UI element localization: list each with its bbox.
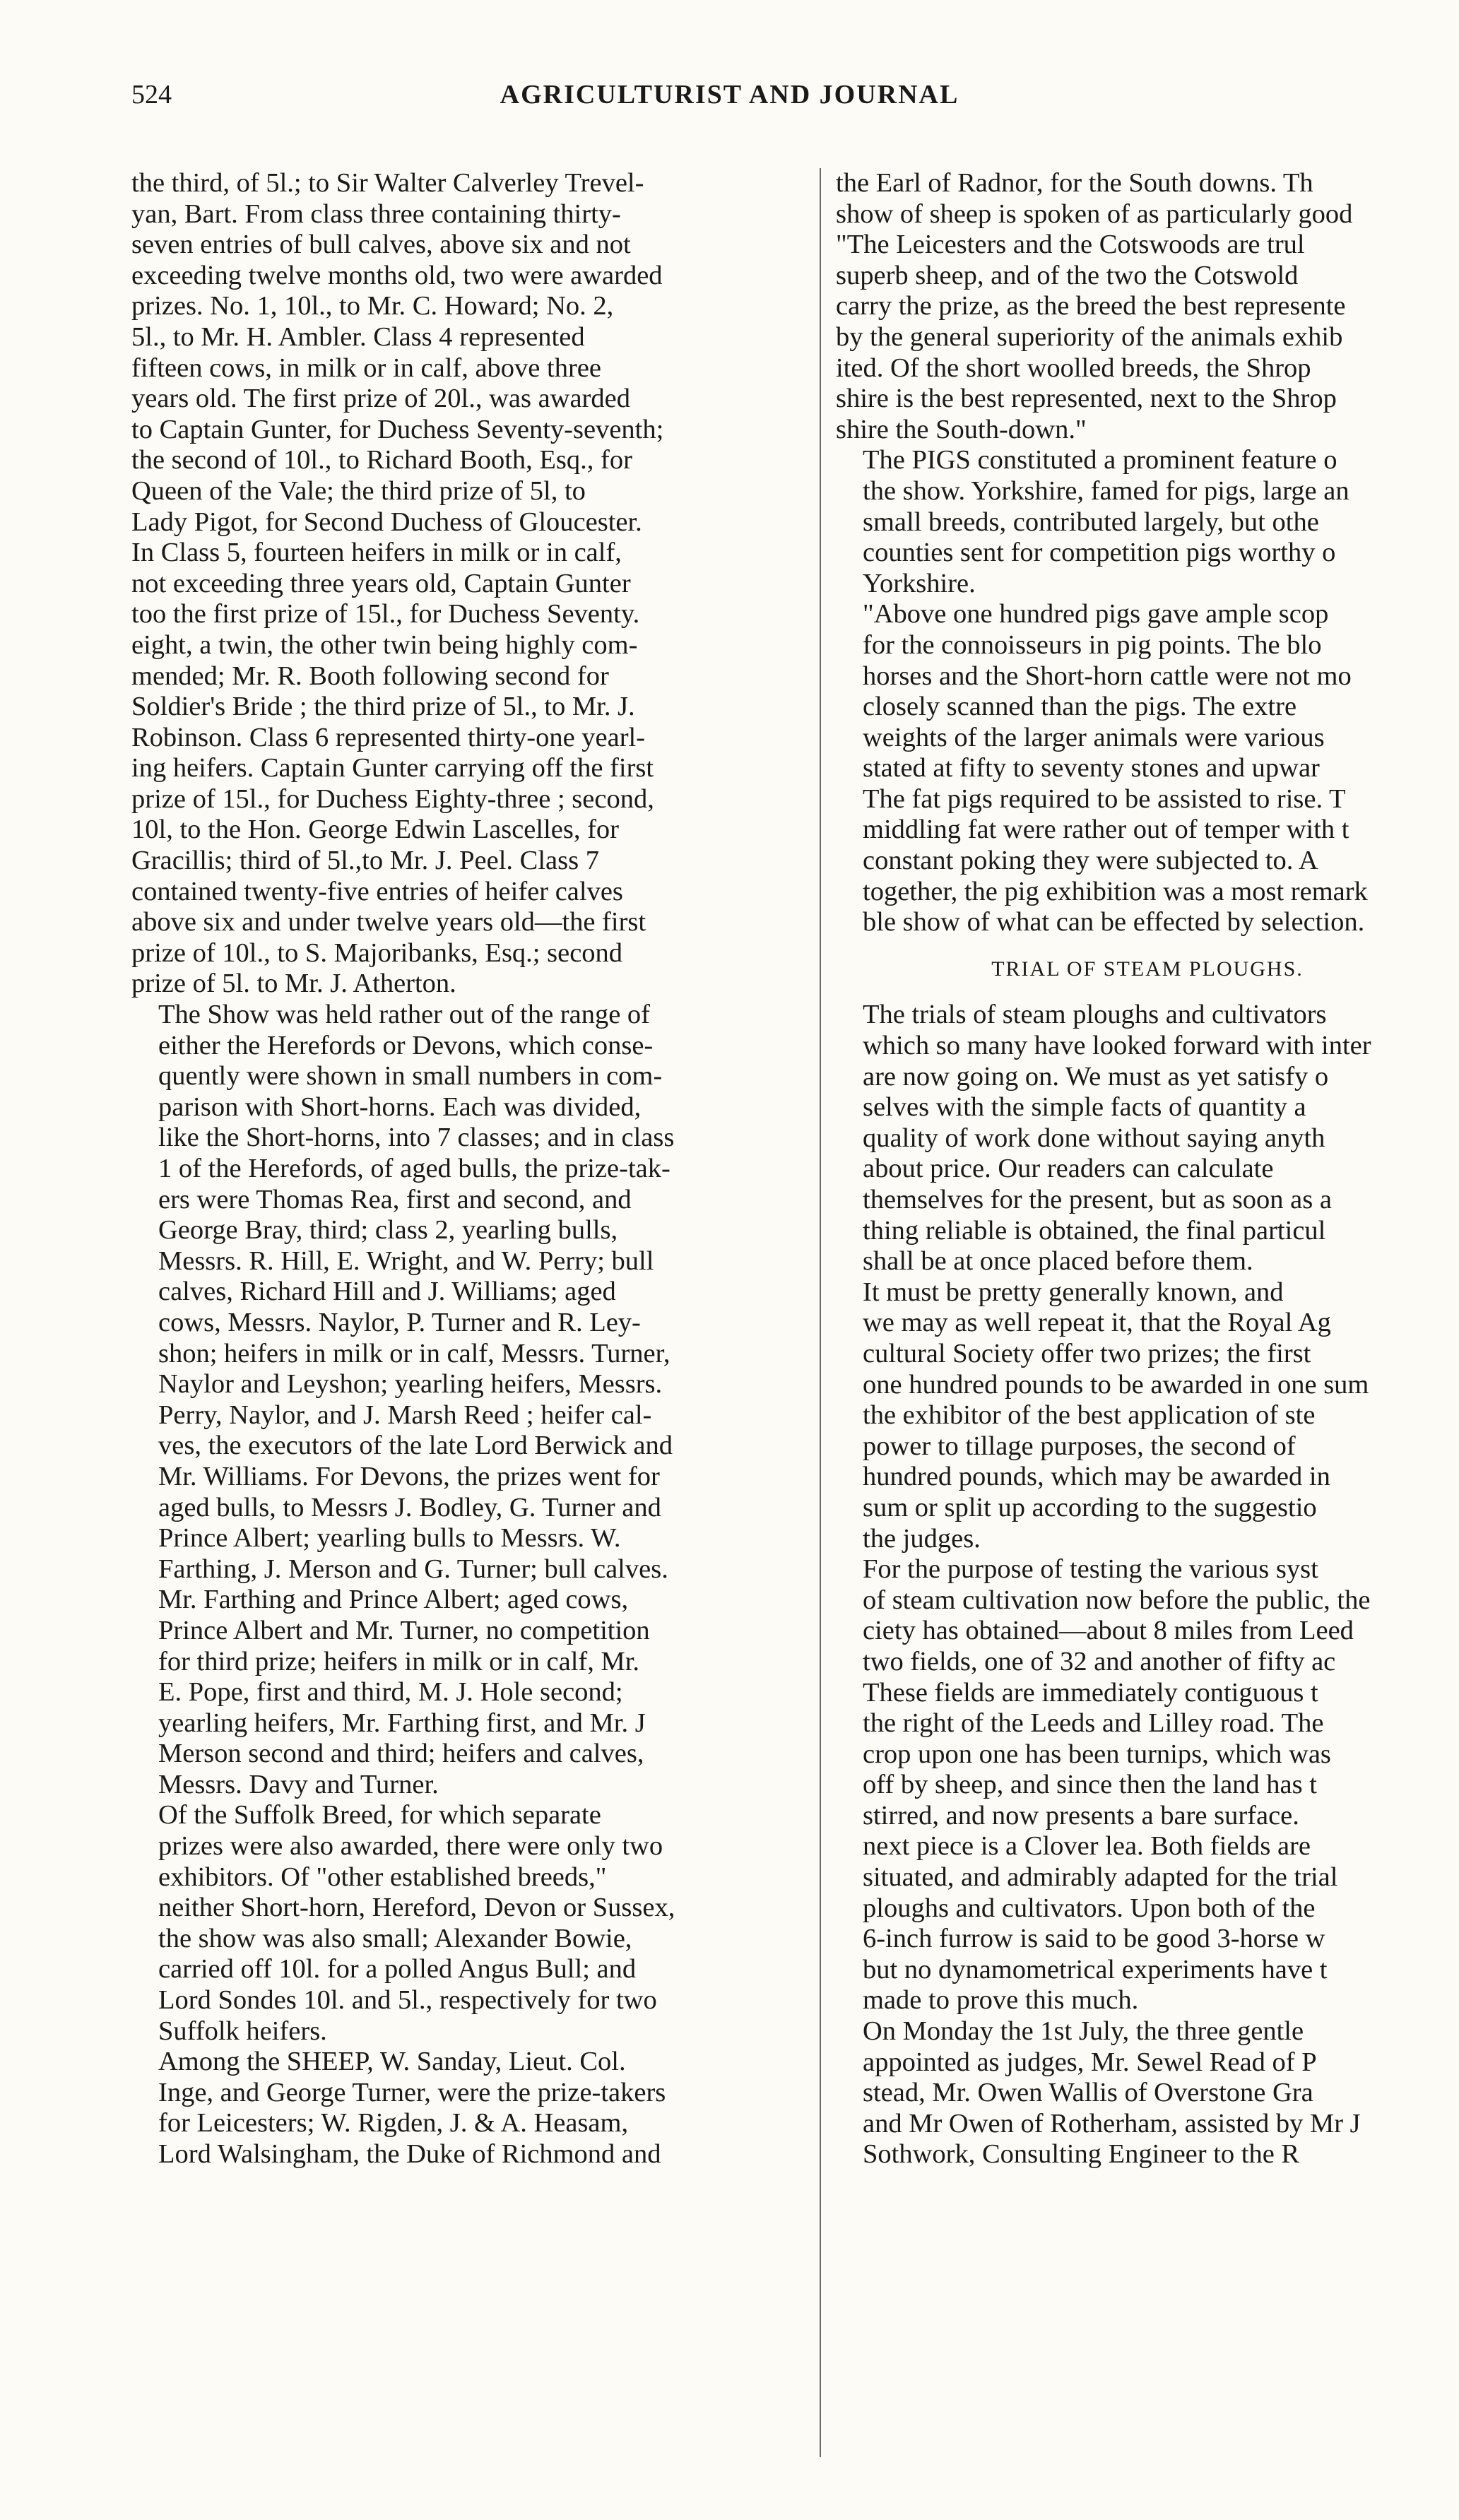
- text-line: the Earl of Radnor, for the South downs. Th: [836, 168, 1313, 198]
- text-line: The PIGS constituted a prominent feature o: [863, 445, 1337, 475]
- text-line: On Monday the 1st July, the three gentle: [863, 2016, 1304, 2047]
- text-line: prizes. No. 1, 10l., to Mr. C. Howard; No. 2,: [131, 291, 614, 321]
- text-line: Gracillis; third of 5l.,to Mr. J. Peel. Class 7: [131, 846, 599, 876]
- text-line: closely scanned than the pigs. The extre: [863, 692, 1297, 722]
- text-line: fifteen cows, in milk or in calf, above three: [131, 353, 601, 383]
- text-line: 1 of the Herefords, of aged bulls, the prize-tak-: [158, 1154, 671, 1183]
- paragraph: [836, 1000, 1459, 1277]
- text-line: appointed as judges, Mr. Sewel Read of P: [863, 2047, 1317, 2077]
- text-line: ves, the executors of the late Lord Berwick and: [158, 1431, 673, 1461]
- text-line: "The Leicesters and the Cotswoods are trul: [836, 230, 1305, 260]
- section-title: TRIAL OF STEAM PLOUGHS.: [991, 957, 1304, 981]
- text-line: Mr. Williams. For Devons, the prizes went for: [158, 1461, 660, 1491]
- text-line: yearling heifers, Mr. Farthing first, and Mr. J: [158, 1708, 646, 1738]
- paragraph: [836, 445, 1459, 599]
- text-line: It must be pretty generally known, and: [863, 1277, 1284, 1307]
- text-line: ers were Thomas Rea, first and second, and: [158, 1184, 632, 1214]
- text-line: carried off 10l. for a polled Angus Bull; and: [158, 1954, 637, 1984]
- text-line: quality of work done without saying anyth: [863, 1123, 1325, 1153]
- text-line: E. Pope, first and third, M. J. Hole second;: [158, 1677, 623, 1708]
- text-line: weights of the larger animals were various: [863, 722, 1325, 752]
- text-line: shall be at once placed before them.: [863, 1246, 1253, 1277]
- text-line: cows, Messrs. Naylor, P. Turner and R. Ley-: [158, 1307, 641, 1337]
- text-line: George Bray, third; class 2, yearling bulls,: [158, 1215, 618, 1246]
- text-line: sum or split up according to the suggestio: [863, 1492, 1317, 1522]
- text-line: show of sheep is spoken of as particularly good: [836, 199, 1353, 229]
- paragraph: [131, 168, 804, 1000]
- text-line: for Leicesters; W. Rigden, J. & A. Heasam,: [158, 2108, 629, 2139]
- text-line: off by sheep, and since then the land has t: [863, 1770, 1317, 1800]
- text-line: the third, of 5l.; to Sir Walter Calverley Trevel-: [131, 168, 644, 198]
- text-line: shon; heifers in milk or in calf, Messrs. Turner,: [158, 1338, 671, 1368]
- text-line: the second of 10l., to Richard Booth, Esq., for: [131, 445, 632, 475]
- text-line: eight, a twin, the other twin being highly com-: [131, 629, 638, 660]
- left-column: [131, 168, 804, 2170]
- text-line: superb sheep, and of the two the Cotswold: [836, 260, 1299, 290]
- text-line: counties sent for competition pigs worthy o: [863, 538, 1336, 568]
- paragraph: [131, 1000, 804, 1800]
- text-line: Farthing, J. Merson and G. Turner; bull calves.: [158, 1554, 668, 1584]
- text-line: constant poking they were subjected to. A: [863, 846, 1318, 876]
- text-line: cultural Society offer two prizes; the first: [863, 1338, 1311, 1368]
- text-line: stirred, and now presents a bare surface.: [863, 1800, 1299, 1830]
- text-line: carry the prize, as the breed the best represente: [836, 291, 1346, 321]
- text-line: For the purpose of testing the various syst: [863, 1554, 1318, 1585]
- text-line: neither Short-horn, Hereford, Devon or Sussex,: [158, 1893, 675, 1923]
- text-line: prizes were also awarded, there were only two: [158, 1831, 663, 1862]
- text-line: Queen of the Vale; the third prize of 5l, to: [131, 475, 586, 506]
- text-line: shire the South-down.": [836, 414, 1087, 444]
- text-line: themselves for the present, but as soon as a: [863, 1185, 1332, 1214]
- text-line: Yorkshire.: [863, 568, 976, 598]
- text-line: exhibitors. Of "other established breeds,": [158, 1862, 607, 1892]
- text-line: Among the SHEEP, W. Sanday, Lieut. Col.: [158, 2047, 626, 2077]
- text-line: stated at fifty to seventy stones and upwar: [863, 753, 1320, 783]
- text-line: small breeds, contributed largely, but othe: [863, 507, 1319, 537]
- text-line: and Mr Owen of Rotherham, assisted by Mr J: [863, 2108, 1361, 2139]
- text-line: prize of 15l., for Duchess Eighty-three ; second,: [131, 783, 654, 814]
- page-number: 524: [131, 80, 172, 110]
- paragraph: [836, 1277, 1459, 1554]
- right-column: [836, 168, 1459, 2170]
- text-line: either the Herefords or Devons, which conse-: [158, 1030, 654, 1060]
- text-line: yan, Bart. From class three containing thirty-: [131, 199, 621, 229]
- text-line: not exceeding three years old, Captain Gunter: [131, 568, 631, 598]
- text-line: the judges.: [863, 1523, 981, 1554]
- text-line: Prince Albert and Mr. Turner, no competition: [158, 1615, 650, 1645]
- text-line: years old. The first prize of 20l., was awarded: [131, 384, 630, 414]
- text-line: prize of 10l., to S. Majoribanks, Esq.; second: [131, 937, 623, 968]
- text-line: the exhibitor of the best application of ste: [863, 1400, 1316, 1431]
- text-line: Messrs. Davy and Turner.: [158, 1769, 439, 1799]
- column-divider: [820, 168, 821, 2457]
- text-line: made to prove this much.: [863, 1985, 1139, 2016]
- text-line: ble show of what can be effected by selection.: [863, 907, 1365, 937]
- text-line: calves, Richard Hill and J. Williams; aged: [158, 1277, 616, 1307]
- text-line: too the first prize of 15l., for Duchess Seventy.: [131, 599, 640, 629]
- text-line: These fields are immediately contiguous t: [863, 1677, 1318, 1708]
- text-line: Merson second and third; heifers and calves,: [158, 1739, 644, 1769]
- text-line: of steam cultivation now before the public, the: [863, 1585, 1371, 1615]
- text-line: parison with Short-horns. Each was divided,: [158, 1092, 642, 1122]
- text-line: ing heifers. Captain Gunter carrying off the first: [131, 753, 654, 783]
- text-line: to Captain Gunter, for Duchess Seventy-seventh;: [131, 414, 664, 444]
- text-line: together, the pig exhibition was a most remark: [863, 876, 1368, 906]
- text-line: like the Short-horns, into 7 classes; and in class: [158, 1123, 675, 1153]
- text-line: Naylor and Leyshon; yearling heifers, Messrs.: [158, 1369, 663, 1400]
- text-line: Lady Pigot, for Second Duchess of Gloucester.: [131, 507, 642, 537]
- text-line: aged bulls, to Messrs J. Bodley, G. Turner and: [158, 1492, 661, 1522]
- text-line: exceeding twelve months old, two were awarded: [131, 260, 663, 290]
- text-line: Prince Albert; yearling bulls to Messrs. W.: [158, 1523, 621, 1554]
- paragraph: [836, 1554, 1459, 2016]
- text-line: one hundred pounds to be awarded in one sum: [863, 1369, 1369, 1400]
- text-line: ited. Of the short woolled breeds, the Shrop: [836, 353, 1311, 383]
- text-line: above six and under twelve years old—the first: [131, 907, 646, 937]
- text-line: 10l, to the Hon. George Edwin Lascelles, for: [131, 815, 619, 845]
- text-line: quently were shown in small numbers in com-: [158, 1061, 663, 1092]
- text-line: ciety has obtained—about 8 miles from Leed: [863, 1616, 1354, 1646]
- text-line: the show was also small; Alexander Bowie,: [158, 1923, 632, 1953]
- text-line: Soldier's Bride ; the third prize of 5l., to Mr. J.: [131, 692, 635, 722]
- text-line: "Above one hundred pigs gave ample scop: [863, 599, 1329, 629]
- text-line: Messrs. R. Hill, E. Wright, and W. Perry; bull: [158, 1246, 654, 1276]
- text-line: Perry, Naylor, and J. Marsh Reed ; heifer cal-: [158, 1400, 652, 1430]
- text-line: Lord Walsingham, the Duke of Richmond and: [158, 2139, 661, 2169]
- text-line: next piece is a Clover lea. Both fields are: [863, 1831, 1311, 1862]
- text-line: Robinson. Class 6 represented thirty-one yearl-: [131, 722, 646, 752]
- text-line: seven entries of bull calves, above six and not: [131, 230, 631, 260]
- text-line: we may as well repeat it, that the Royal Ag: [863, 1308, 1331, 1338]
- text-line: Suffolk heifers.: [158, 2016, 327, 2046]
- text-line: The fat pigs required to be assisted to rise. T: [863, 783, 1346, 814]
- text-line: Inge, and George Turner, were the prize-takers: [158, 2077, 666, 2107]
- paragraph: [131, 2047, 804, 2170]
- running-title: AGRICULTURIST AND JOURNAL: [500, 80, 959, 110]
- text-line: 5l., to Mr. H. Ambler. Class 4 represented: [131, 321, 585, 352]
- text-line: by the general superiority of the animals exhib: [836, 321, 1343, 352]
- text-line: horses and the Short-horn cattle were not mo: [863, 661, 1352, 691]
- text-line: about price. Our readers can calculate: [863, 1154, 1274, 1184]
- text-line: mended; Mr. R. Booth following second for: [131, 661, 609, 691]
- paragraph: [836, 2016, 1459, 2170]
- text-line: Mr. Farthing and Prince Albert; aged cows,: [158, 1585, 629, 1615]
- text-line: The trials of steam ploughs and cultivators: [863, 1000, 1327, 1030]
- text-line: Sothwork, Consulting Engineer to the R: [863, 2139, 1300, 2170]
- text-line: middling fat were rather out of temper with t: [863, 815, 1349, 845]
- paragraph: [836, 599, 1459, 938]
- text-line: two fields, one of 32 and another of fifty ac: [863, 1646, 1336, 1676]
- text-line: the right of the Leeds and Lilley road. The: [863, 1708, 1324, 1739]
- text-line: Lord Sondes 10l. and 5l., respectively for two: [158, 1985, 657, 2016]
- text-line: the show. Yorkshire, famed for pigs, large an: [863, 475, 1349, 506]
- text-line: stead, Mr. Owen Wallis of Overstone Gra: [863, 2078, 1313, 2108]
- text-line: are now going on. We must as yet satisfy o: [863, 1061, 1329, 1092]
- text-line: situated, and admirably adapted for the trial: [863, 1862, 1338, 1893]
- page-header: [131, 79, 1328, 122]
- text-line: for third prize; heifers in milk or in calf, Mr.: [158, 1646, 640, 1676]
- text-line: Of the Suffolk Breed, for which separate: [158, 1800, 601, 1830]
- text-line: which so many have looked forward with inter: [863, 1031, 1371, 1061]
- text-line: power to tillage purposes, the second of: [863, 1431, 1296, 1461]
- text-line: but no dynamometrical experiments have t: [863, 1954, 1328, 1984]
- text-line: In Class 5, fourteen heifers in milk or in calf,: [131, 538, 622, 568]
- text-line: crop upon one has been turnips, which was: [863, 1739, 1331, 1769]
- paragraph: [836, 168, 1459, 445]
- text-line: thing reliable is obtained, the final particul: [863, 1215, 1326, 1246]
- text-line: The Show was held rather out of the range of: [158, 1000, 650, 1030]
- text-line: shire is the best represented, next to the Shrop: [836, 384, 1337, 414]
- text-line: 6-inch furrow is said to be good 3-horse w: [863, 1924, 1325, 1954]
- text-line: for the connoisseurs in pig points. The blo: [863, 629, 1322, 660]
- text-line: ploughs and cultivators. Upon both of the: [863, 1893, 1316, 1923]
- text-line: contained twenty-five entries of heifer calves: [131, 876, 623, 906]
- text-line: prize of 5l. to Mr. J. Atherton.: [131, 969, 456, 999]
- text-line: selves with the simple facts of quantity a: [863, 1092, 1306, 1123]
- text-line: hundred pounds, which may be awarded in: [863, 1462, 1330, 1492]
- paragraph: [131, 1800, 804, 2047]
